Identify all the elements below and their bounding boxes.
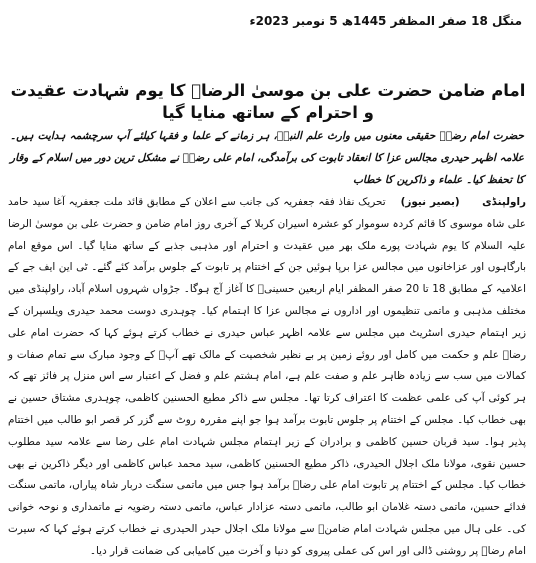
article-body	[8, 192, 526, 563]
article-text: تحریک نفاذ فقہ جعفریہ کی جانب سے اعلان کے مطابق قائد ملت جعفریہ آغا سید حامد علی شاہ موسوی کا قائم کردہ سوموار کو عشرہ اسیران کربلا کے آخری روز امام ضامن و حضرت علی بن موسیٰ الرضا علیہ السلام کا یوم شہادت پورے ملک بھر میں عقیدت و احترام اور مذہبی جذبے کے ساتھ منایا گیا۔ اس موقع امام بارگاہوں اور عزاخانوں میں مجالس عزا برپا ہوئیں جن کے اختتام پر تابوت کے جلوس برآمد کئے گئے۔ ٹی این ایف جے کے اعلامیہ کے مطابق 18 تا 20 صفر المظفر ایام اربعین حسینیؑ کا آغاز آج ہوگا۔ جڑواں شہروں اسلام آباد، راولپنڈی میں مختلف مذہبی و ماتمی تنظیموں اور اداروں نے مجالس عزا کا اہتمام کیا۔ چوہدری دوست محمد حیدری ویلسپران کے زیر اہتمام حیدری اسٹریٹ میں مجلس سے علامہ اظہر عباس حیدری نے خطاب کرتے ہوئے کہا کہ حضرت امام علی رضاؑ علم و حکمت میں کامل اور روئے زمین پر بے نظیر شخصیت کے مالک تھے آپؑ کے وجود مبارک سے تمام صفات و کمالات میں سب سے زیادہ ظاہر علم و صفت علم ہے، امام ہشتم علم و فضل کے اعتبار سے اس منزل پر فائز تھے کہ ہر کوئی آپ کی علمی عظمت کا اعتراف کرتا تھا۔ مجلس سے ذاکر مطیع الحسنین کاظمی، چوہدری مشتاق حسین نے بھی خطاب کیا۔ مجلس کے اختتام پر جلوس تابوت برآمد ہوا جو اپنے مقررہ روٹ سے گزر کر قصر ابو طالب میں اختتام پذیر ہوا۔ سید قربان حسین کاظمی و برادران کے زیر اہتمام مجلس شہادت امام علی رضا سے علامہ سید مطلوب حسین نقوی، مولانا ملک اجلال الحیدری، ذاکر مطیع الحسنین کاظمی، سید محمد عباس کاظمی اور دیگر ذاکرین نے بھی خطاب کیا۔ مجلس کے اختتام پر تابوت امام علی رضاؑ برآمد ہوا جس میں ماتمی سنگت دربار شاہ پیاراں، ماتمی سنگت فدائے حسین، ماتمی دستہ غلامان ابو طالب، ماتمی دستہ عزادار عباس، ماتمی دستہ رضویہ نے ماتمداری و نوحہ خوانی کی۔ علی ہال میں مجلس شہادت امام ضامنؑ سے مولانا ملک اجلال حیدر الحیدری نے خطاب کرتے ہوئے کہا کہ سیرت امام رضاؑ پر روشنی ڈالی اور اس کی عملی پیروی کو دنیا و آخرت میں کامیابی کی ضمانت قرار دیا۔	[8, 196, 526, 557]
article-paragraph	[8, 192, 526, 563]
reporter-credit: (بصیر نیوز)	[400, 196, 460, 208]
dateline: منگل 18 صفر المظفر 1445ھ 5 نومبر 2023ء	[249, 14, 522, 28]
dateline-place: راولپنڈی	[482, 196, 527, 208]
headline: امام ضامن حضرت علی بن موسیٰ الرضاؑ کا یوم شہادت عقیدت و احترام کے ساتھ منایا گیا	[10, 81, 526, 122]
intro-paragraph: حضرت امام رضاؑ حقیقی معنوں میں وارث علم النبیؐ، ہر زمانے کے علما و فقہا کیلئے آپ سرچشمہ ہدایت ہیں۔ علامہ اظہر حیدری مجالس عزا کا انعقاد تابوت کی برآمدگی، امام علی رضاؑ نے مشکل ترین دور میں اسلام کے وقار کا تحفظ کیا۔ علماء و ذاکرین کا خطاب	[10, 130, 524, 186]
